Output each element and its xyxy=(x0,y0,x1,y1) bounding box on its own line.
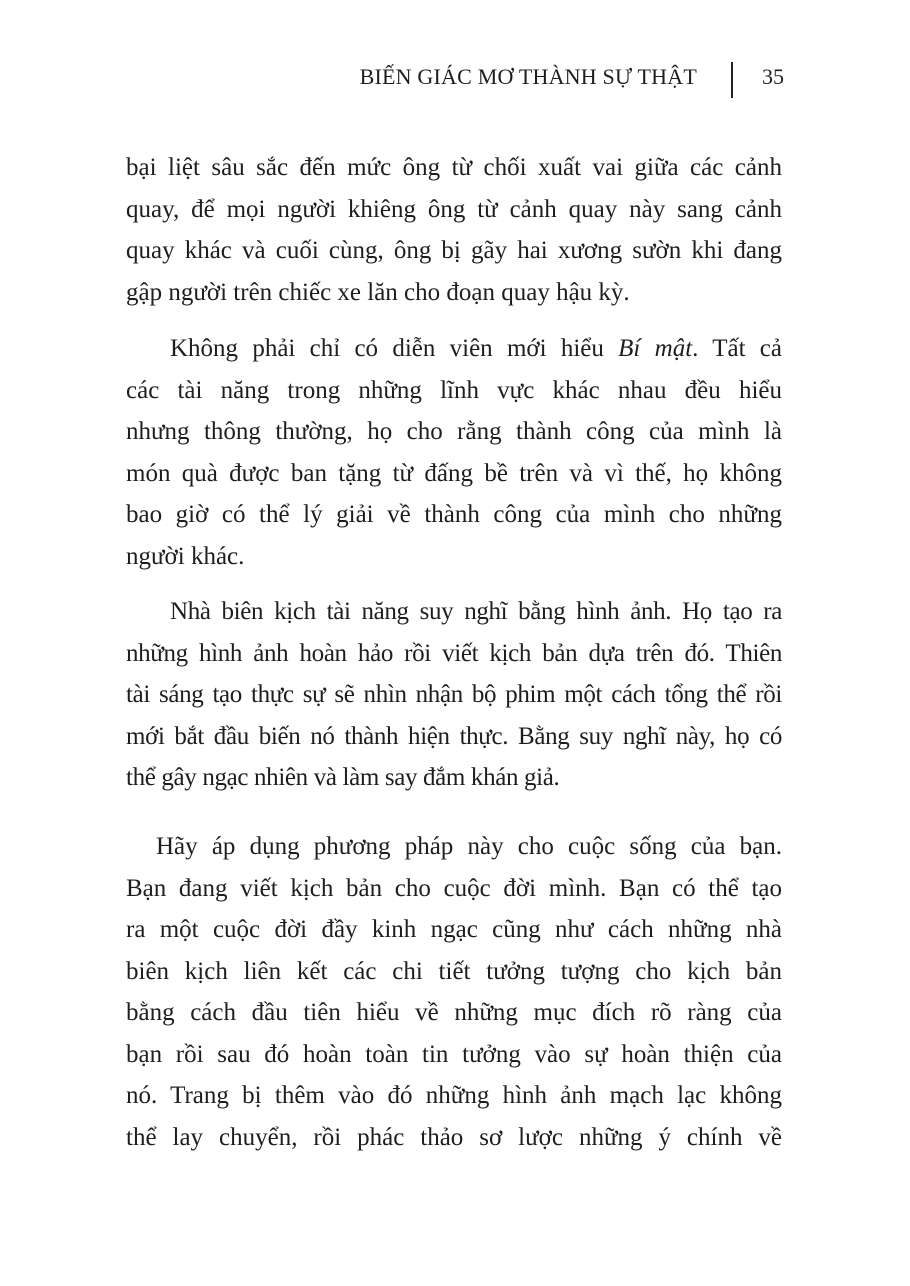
page-number: 35 xyxy=(762,64,784,89)
paragraph-2 xyxy=(126,328,782,577)
text-line: bạn rồi sau đó hoàn toàn tin tưởng vào sự hoàn thiện của xyxy=(126,1040,782,1068)
text-line xyxy=(126,328,782,370)
text-line: quay khác và cuối cùng, ông bị gãy hai xương sườn khi đang xyxy=(126,237,782,264)
text-line: nó. Trang bị thêm vào đó những hình ảnh mạch lạc không xyxy=(126,1082,782,1109)
text-line: mới bắt đầu biến nó thành hiện thực. Bằng suy nghĩ này, họ có xyxy=(126,722,782,750)
text-line: người khác. xyxy=(126,542,245,570)
header-divider xyxy=(731,62,733,98)
text-line: Nhà biên kịch tài năng suy nghĩ bằng hình ảnh. Họ tạo ra xyxy=(170,598,782,625)
text-run: . Tất cả xyxy=(692,335,783,362)
text-line: thể gây ngạc nhiên và làm say đắm khán giả. xyxy=(126,764,560,791)
text-line: quay, để mọi người khiêng ông từ cảnh quay này sang cảnh xyxy=(126,195,782,223)
text-line: Bạn đang viết kịch bản cho cuộc đời mình. Bạn có thể tạo xyxy=(126,874,782,902)
text-line: Hãy áp dụng phương pháp này cho cuộc sống của bạn. xyxy=(156,833,782,860)
text-line: thể lay chuyển, rồi phác thảo sơ lược những ý chính về xyxy=(126,1123,782,1151)
paragraph-4 xyxy=(126,826,782,1158)
text-line: món quà được ban tặng từ đấng bề trên và vì thế, họ không xyxy=(126,459,782,487)
text-line: những hình ảnh hoàn hảo rồi viết kịch bản dựa trên đó. Thiên xyxy=(126,639,782,667)
running-header xyxy=(0,62,910,98)
text-line: bao giờ có thể lý giải về thành công của mình cho những xyxy=(126,501,782,528)
text-line: bại liệt sâu sắc đến mức ông từ chối xuất vai giữa các cảnh xyxy=(126,154,782,181)
text-line: biên kịch liên kết các chi tiết tưởng tượng cho kịch bản xyxy=(126,957,782,985)
book-title-italic: Bí mật xyxy=(618,335,693,362)
text-line: các tài năng trong những lĩnh vực khác nhau đều hiểu xyxy=(126,376,782,404)
text-run: Không phải chỉ có diễn viên mới hiểu xyxy=(170,335,619,362)
text-line: tài sáng tạo thực sự sẽ nhìn nhận bộ phim một cách tổng thể rồi xyxy=(126,681,782,708)
text-line: ra một cuộc đời đầy kinh ngạc cũng như cách những nhà xyxy=(126,916,782,943)
paragraph-3 xyxy=(126,591,782,799)
text-line: gập người trên chiếc xe lăn cho đoạn quay hậu kỳ. xyxy=(126,278,630,306)
running-header-title: BIẾN GIÁC MƠ THÀNH SỰ THẬT xyxy=(359,64,697,89)
text-line: bằng cách đầu tiên hiểu về những mục đích rõ ràng của xyxy=(126,999,782,1026)
text-line: nhưng thông thường, họ cho rằng thành công của mình là xyxy=(126,418,782,445)
paragraph-1 xyxy=(126,147,782,313)
